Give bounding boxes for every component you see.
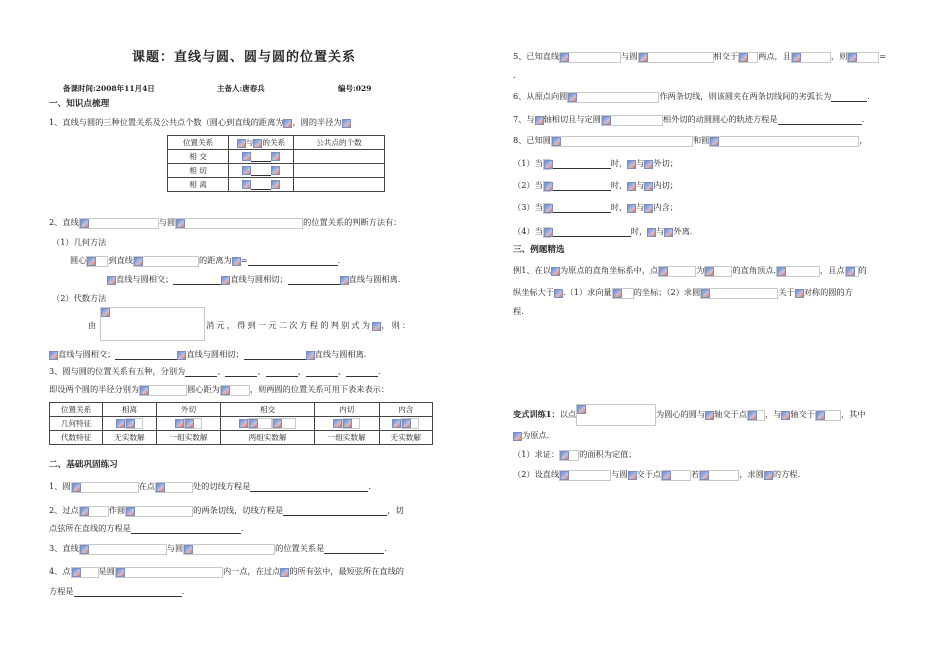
author: 主备人:唐春兵 bbox=[217, 84, 265, 93]
prep-time: 备课时间:2008年11月4日 bbox=[63, 84, 155, 93]
equation-system-placeholder bbox=[100, 307, 205, 341]
geometric-method: （1）几何方法 bbox=[52, 237, 107, 247]
variant-1: 变式训练1：以点 为圆心的圆与 轴交于点 ，与 轴交于 ，其中 bbox=[513, 404, 865, 426]
alg-line-1: 由 bbox=[88, 320, 97, 330]
formula-icon bbox=[342, 119, 351, 128]
q6: 6、从原点向圆 作两条切线，则该圆夹在两条切线间的劣弧长为 . bbox=[513, 91, 870, 101]
doc-code: 编号:029 bbox=[338, 84, 372, 93]
q3: 3、直线 与圆 的位置关系是 . bbox=[49, 543, 387, 553]
item-1: 1、直线与圆的三种位置关系及公共点个数（圆心到直线的距离为 ，圆的半径为 bbox=[49, 117, 351, 128]
variant-1-b: 为原点. bbox=[513, 430, 549, 441]
alg-line-1b: 消元，得到一元二次方程的判别式为 ，则： bbox=[206, 320, 413, 330]
item-3-radius: 即设两个圆的半径分别为 圆心距为 ，则两圆的位置关系可用下表来表示： bbox=[49, 384, 390, 394]
q5: 5、已知直线 与圆 相交于 两点，且 ，则 = bbox=[513, 51, 887, 61]
q4: 4、点 是圆 内一点，在过点 的所有弦中，最短弦所在直线的 bbox=[49, 566, 404, 576]
variant-1-q1: （1）求证： 的面积为定值； bbox=[513, 449, 637, 459]
example-1-b: 纵坐标大于 .（1）求向量 的坐标；（2）求圆 关于 对称的圆的方 bbox=[513, 287, 853, 297]
page-title: 课题：直线与圆、圆与圆的位置关系 bbox=[132, 50, 357, 65]
section-1-heading: 一、知识点梳理 bbox=[49, 99, 110, 109]
section-3-heading: 三、例题精选 bbox=[513, 245, 565, 255]
geo-line-1: 圆心 到直线 的距离为 = . bbox=[70, 255, 341, 265]
item-1-text: 1、直线与圆的三种位置关系及公共点个数（圆心到直线的距离为 bbox=[49, 117, 284, 127]
q8-c1: （1）当 时， 与 外切； bbox=[513, 158, 678, 168]
q8-c2: （2）当 时， 与 内切； bbox=[513, 180, 678, 190]
alg-line-2: 直线与圆相交； 直线与圆相切； 直线与圆相离. bbox=[49, 349, 366, 360]
example-1-c: 程. bbox=[513, 306, 524, 316]
q4-b: 方程是 . bbox=[49, 586, 185, 596]
q8-c3: （3）当 时， 与 内含； bbox=[513, 202, 678, 212]
algebraic-method: （2）代数方法 bbox=[52, 293, 107, 303]
item-3: 3、圆与圆的位置关系有五种，分别为 、 、 、 、 . bbox=[49, 366, 381, 376]
q8: 8、已知圆 和圆 ， bbox=[513, 135, 868, 145]
q5-end: . bbox=[513, 70, 516, 80]
item-2: 2、直线 与圆 的位置关系的判断方法有： bbox=[49, 217, 402, 227]
variant-1-q2: （2）设直线 与圆 交于点 若 ，求圆 的方程. bbox=[513, 469, 801, 479]
example-1: 例1、在以 为原点的直角坐标系中，点 为 的直角顶点. ，且点 的 bbox=[513, 265, 867, 275]
q1: 1、圆 在点 处的切线方程是 . bbox=[49, 481, 371, 491]
q2-b: 点弦所在直线的方程是 . bbox=[49, 523, 244, 533]
q7: 7、与 轴相切且与定圆 相外切的动圆圆心的轨迹方程是 . bbox=[513, 114, 865, 124]
q2: 2、过点 作圆 的两条切线，切线方程是 ，切 bbox=[49, 505, 404, 515]
circle-circle-table: 位置关系 相离 外切 相交 内切 内含 几何特征 代数特征 无实数解 一组实数解 两组实数解 一组实数解 无实数解 bbox=[49, 402, 433, 445]
q8-c4: （4）当 时， 与 外离. bbox=[513, 226, 693, 236]
line-circle-table: 位置关系 与 的关系 公共点的个数 相 交 相 切 相 离 bbox=[167, 135, 385, 192]
geo-line-2: 直线与圆相交； 直线与圆相切； 直线与圆相离. bbox=[107, 274, 400, 285]
section-2-heading: 二、基础巩固练习 bbox=[49, 460, 118, 470]
